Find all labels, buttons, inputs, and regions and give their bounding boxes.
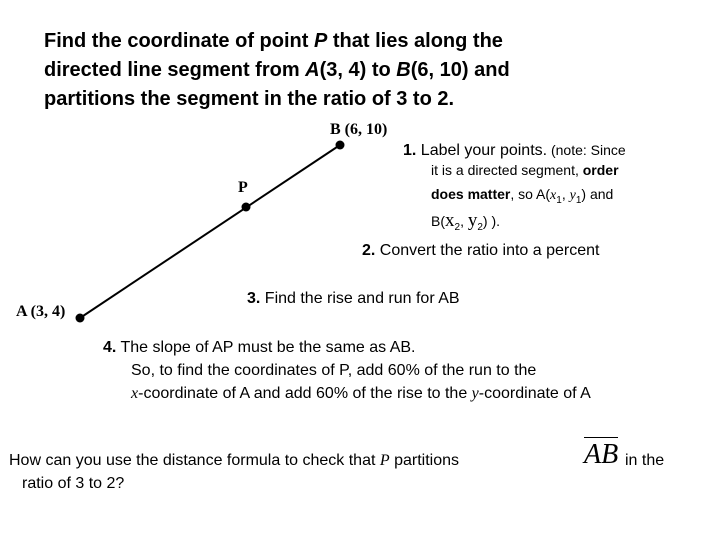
label-point-p: P (238, 179, 248, 196)
step-3-number: 3. (247, 290, 261, 307)
title-text: Find the coordinate of point (44, 30, 314, 52)
question-text: partitions (389, 452, 460, 469)
segment-ab-notation: AB (584, 439, 619, 470)
point-a (76, 314, 85, 323)
var-y: y (471, 385, 479, 402)
step-4-text: -coordinate of A (478, 385, 591, 402)
step-4-line-2: So, to find the coordinates of P, add 60% of the run to the (131, 362, 537, 379)
step-1-text: ) ). (482, 213, 501, 229)
var-x: x (550, 188, 557, 203)
step-2 (362, 240, 599, 262)
question-text: How can you use the distance formula to check that (9, 452, 380, 469)
step-1-text: , (460, 213, 468, 229)
step-1-text: , (561, 186, 570, 202)
question-text: in the (625, 452, 665, 469)
step-1-emphasis: does matter (431, 186, 511, 202)
title-text: (6, 10) and (410, 59, 510, 81)
step-4-line-3 (131, 383, 591, 405)
title-text: partitions the segment in the ratio of 3 to 2. (44, 88, 455, 110)
title-text: (3, 4) to (319, 59, 397, 81)
step-2-number: 2. (362, 242, 376, 259)
step-1-emphasis: order (582, 162, 619, 178)
step-1-text: it is a directed segment, (431, 162, 583, 178)
subscript: 1 (575, 194, 582, 206)
point-p (242, 203, 251, 212)
var-y: y (467, 210, 478, 231)
step-4-number: 4. (103, 339, 117, 356)
question-line-1 (9, 450, 459, 472)
var-x: x (131, 385, 139, 402)
step-3-text: Find the rise and run for AB (260, 290, 460, 307)
label-point-b: B (6, 10) (330, 121, 388, 138)
title-point-b: B (396, 59, 411, 81)
step-4-text: -coordinate of A and add 60% of the rise to the (138, 385, 472, 402)
step-1-number: 1. (403, 142, 417, 159)
subscript: 2 (477, 221, 483, 233)
step-4-text: The slope of AP must be the same as AB. (116, 339, 416, 356)
title-point-a: A (305, 59, 320, 81)
label-point-a: A (3, 4) (16, 303, 66, 320)
var-x: x (445, 210, 455, 231)
subscript: 2 (454, 221, 461, 233)
question-line-2: ratio of 3 to 2? (22, 475, 125, 492)
var-y: y (569, 188, 576, 203)
step-1-text: , so A( (510, 186, 551, 202)
var-p: P (379, 452, 390, 469)
step-1-note: (note: Since (547, 142, 626, 158)
step-3 (247, 288, 460, 310)
step-1-line-4 (431, 210, 500, 233)
step-1-line-3 (431, 186, 613, 206)
step-2-text: Convert the ratio into a percent (375, 242, 600, 259)
point-b (336, 141, 345, 150)
step-1-line-2 (431, 162, 619, 178)
subscript: 1 (556, 194, 562, 206)
step-1-heading (403, 139, 626, 162)
step-1-text: Label your points. (416, 142, 548, 159)
step-4 (103, 337, 415, 359)
title-text: directed line segment from (44, 59, 306, 81)
step-1-text: ) and (581, 186, 614, 202)
step-1-text: B( (431, 213, 445, 229)
title-text: that lies along the (327, 30, 503, 52)
title-point-p: P (313, 30, 328, 52)
